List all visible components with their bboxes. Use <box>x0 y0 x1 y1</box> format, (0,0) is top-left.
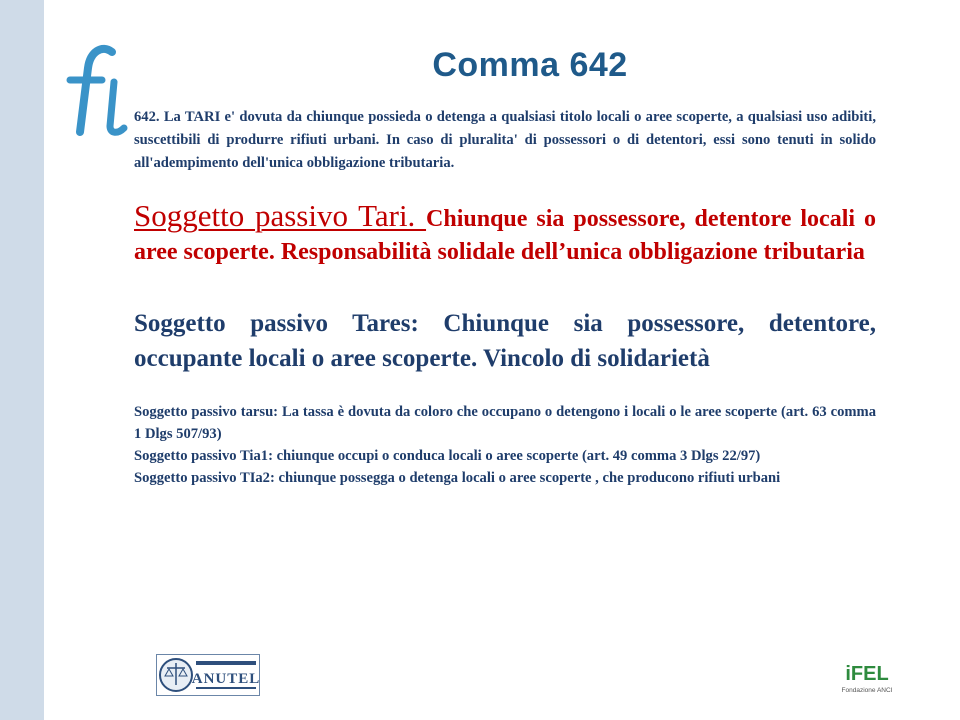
tarsu-definition: Soggetto passivo tarsu: La tassa è dovuta da coloro che occupano o detengono i locali o le aree scoperte (art. 63 comma 1 Dlgs 507/93) <box>134 404 876 442</box>
anutel-logo-icon <box>156 654 260 696</box>
left-decorative-band <box>0 0 44 720</box>
svg-text:Fondazione ANCI: Fondazione ANCI <box>842 687 892 694</box>
ifel-logo-icon <box>842 654 892 700</box>
fi-logo-icon <box>60 40 140 140</box>
tari-summary-heading: Soggetto passivo Tari. <box>134 198 427 233</box>
law-text-paragraph: 642. La TARI e' dovuta da chiunque possieda o detenga a qualsiasi titolo locali o aree scoperte, a qualsiasi uso adibiti, suscettibili di produrre rifiuti urbani. In caso di pluralita' di possessori o di detentori, essi sono tenuti in solido all'adempimento dell'unica obbligazione tributaria. <box>134 109 876 171</box>
tares-summary: Soggetto passivo Tares: Chiunque sia possessore, detentore, occupante locali o aree scoperte. Vincolo di solidarietà <box>134 310 876 372</box>
slide-title: Comma 642 <box>432 46 628 84</box>
tia1-definition: Soggetto passivo Tia1: chiunque occupi o conduca locali o aree scoperte (art. 49 comma 3 Dlgs 22/97) <box>134 448 761 464</box>
slide-content <box>134 106 876 489</box>
svg-text:iFEL: iFEL <box>845 663 889 685</box>
tia2-definition: Soggetto passivo TIa2: chiunque possegga o detenga locali o aree scoperte , che producono rifiuti urbani <box>134 470 781 486</box>
other-taxes-list <box>134 401 876 489</box>
svg-text:ANUTEL: ANUTEL <box>191 671 260 687</box>
tari-summary <box>134 200 876 268</box>
tari-summary-body: Chiunque sia possessore, detentore locali o aree scoperte. Responsabilità solidale dell’unica obbligazione tributaria <box>134 206 876 265</box>
